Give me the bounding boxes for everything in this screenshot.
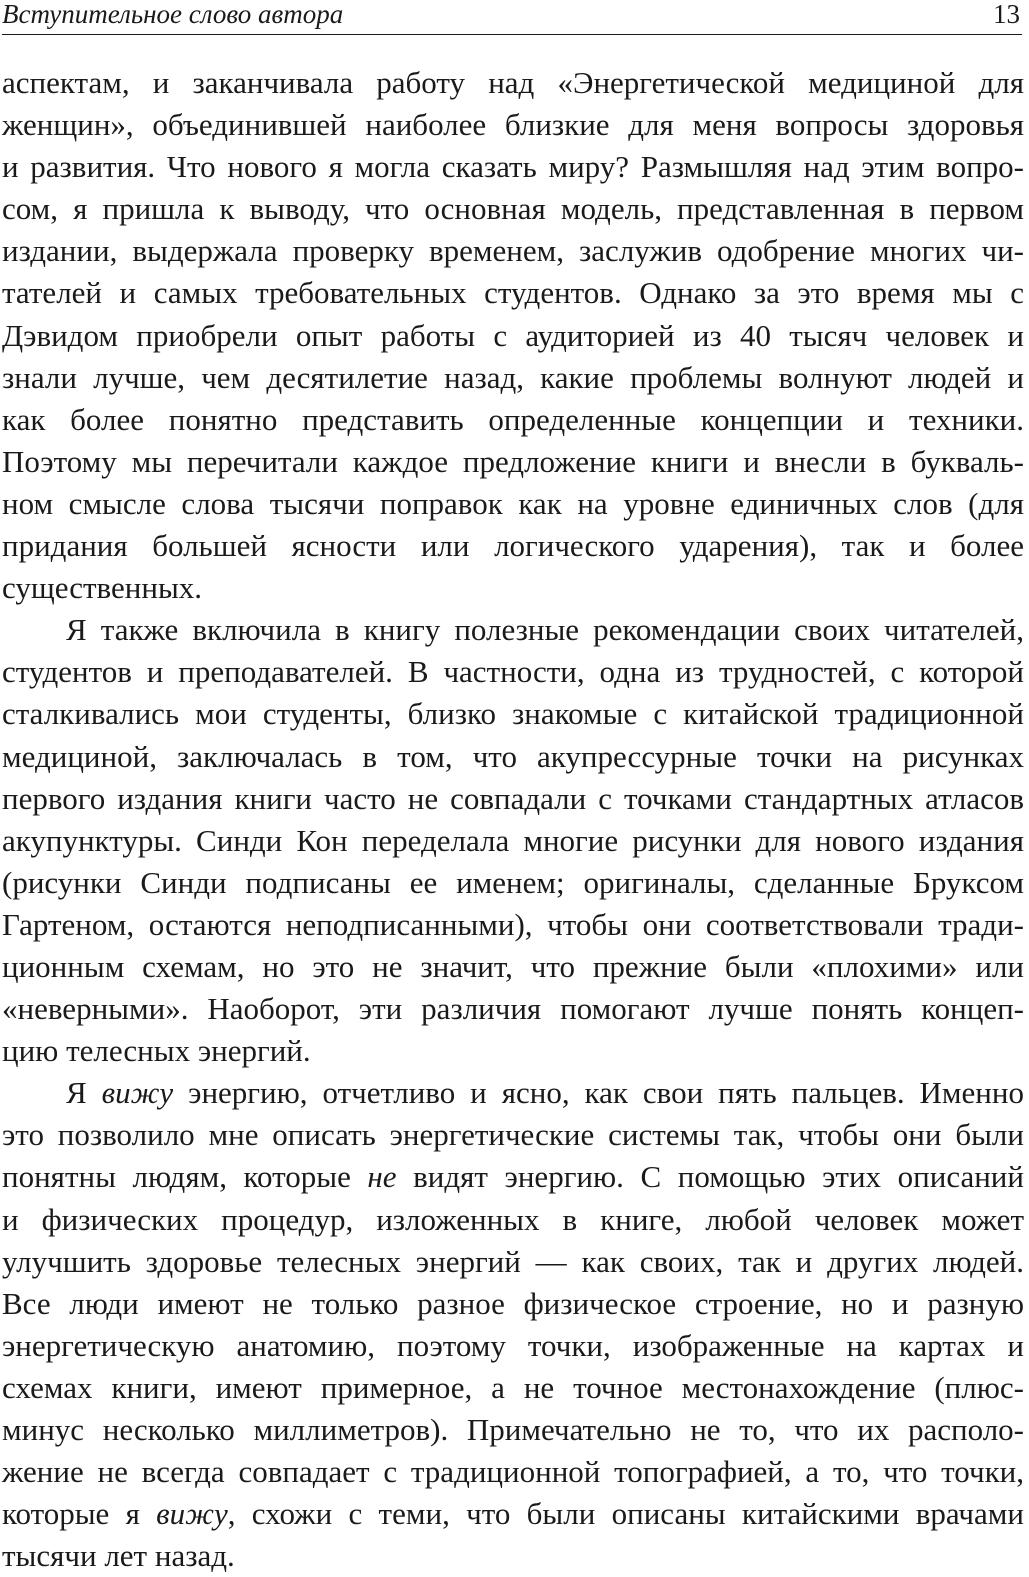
text-line: ном смысле слова тысячи поправок как на уровне единичных слов (для [2,485,1024,521]
text-line: жение не всегда совпадает с традиционной топографией, а то, что точки, [2,1454,1024,1490]
text-line: и физических процедур, изложенных в книге, любой человек может [2,1201,1024,1237]
text-line: сом, я пришла к выводу, что основная модель, представленная в первом [2,191,1024,227]
text-line: женщин», объединившей наиболее близкие для меня вопросы здоровья [2,107,1024,143]
text-line: цию телесных энергий. [2,1033,311,1069]
text-line: Поэтому мы перечитали каждое предложение книги и внесли в букваль- [2,443,1024,479]
text-line: минус несколько миллиметров). Примечательно не то, что их располо- [2,1412,1024,1447]
text-line: тысячи лет назад. [2,1538,235,1574]
paragraph [2,1072,1024,1577]
body-text [2,62,1024,1577]
text-line: тателей и самых требовательных студентов. Однако за это время мы с [2,275,1024,311]
page-number: 13 [993,0,1020,29]
text-line: издании, выдержала проверку временем, заслужив одобрение многих чи- [2,233,1024,269]
text-line: (рисунки Синди подписаны ее именем; оригиналы, сделанные Бруксом [2,864,1024,900]
text-line: и развития. Что нового я могла сказать миру? Размышляя над этим вопро- [2,149,1024,185]
text-line: схемах книги, имеют примерное, а не точное местонахождение (плюс- [2,1369,1024,1405]
chapter-title: Вступительное слово автора [2,0,344,29]
text-line: придания большей ясности или логического ударения), так и более [2,528,1024,564]
text-line: медициной, заключалась в том, что акупрессурные точки на рисунках [2,738,1024,774]
text-line: Я вижу энергию, отчетливо и ясно, как свои пять пальцев. Именно [66,1075,1024,1111]
text-line: Я также включила в книгу полезные рекомендации своих читателей, [66,612,1024,648]
emphasis: вижу [101,1075,174,1111]
text-line: энергетическую анатомию, поэтому точки, изображенные на картах и [2,1327,1024,1363]
text-line: Гартеном, остаются неподписанными), чтобы они соответствовали тради- [2,906,1024,942]
running-head [2,0,1022,35]
text-line: аспектам, и заканчивала работу над «Энергетической медициной для [2,65,1024,100]
text-line: акупунктуры. Синди Кон переделала многие рисунки для нового издания [2,822,1024,858]
emphasis: вижу [156,1496,228,1532]
text-line: понятны людям, которые не видят энергию. С помощью этих описаний [2,1159,1024,1195]
paragraph [2,609,1024,1072]
text-line: это позволило мне описать энергетические системы так, чтобы они были [2,1117,1024,1153]
text-line: первого издания книги часто не совпадали с точками стандартных атласов [2,780,1024,816]
text-line: сталкивались мои студенты, близко знакомые с китайской традиционной [2,696,1024,732]
text-line: знали лучше, чем десятилетие назад, какие проблемы волнуют людей и [2,359,1024,395]
text-line: Дэвидом приобрели опыт работы с аудиторией из 40 тысяч человек и [2,317,1024,353]
text-line: которые я вижу, схожи с теми, что были описаны китайскими врачами [2,1496,1024,1532]
text-line: Все люди имеют не только разное физическое строение, но и разную [2,1285,1024,1321]
emphasis: не [367,1159,397,1195]
text-line: «неверными». Наоборот, эти различия помогают лучше понять концеп- [2,991,1024,1027]
text-line: как более понятно представить определенные концепции и техники. [2,401,1024,437]
text-line: студентов и преподавателей. В частности, одна из трудностей, с которой [2,654,1024,690]
text-line: ционным схемам, но это не значит, что прежние были «плохими» или [2,948,1024,984]
text-line: существенных. [2,570,203,606]
paragraph [2,62,1024,609]
text-line: улучшить здоровье телесных энергий — как своих, так и других людей. [2,1243,1024,1279]
